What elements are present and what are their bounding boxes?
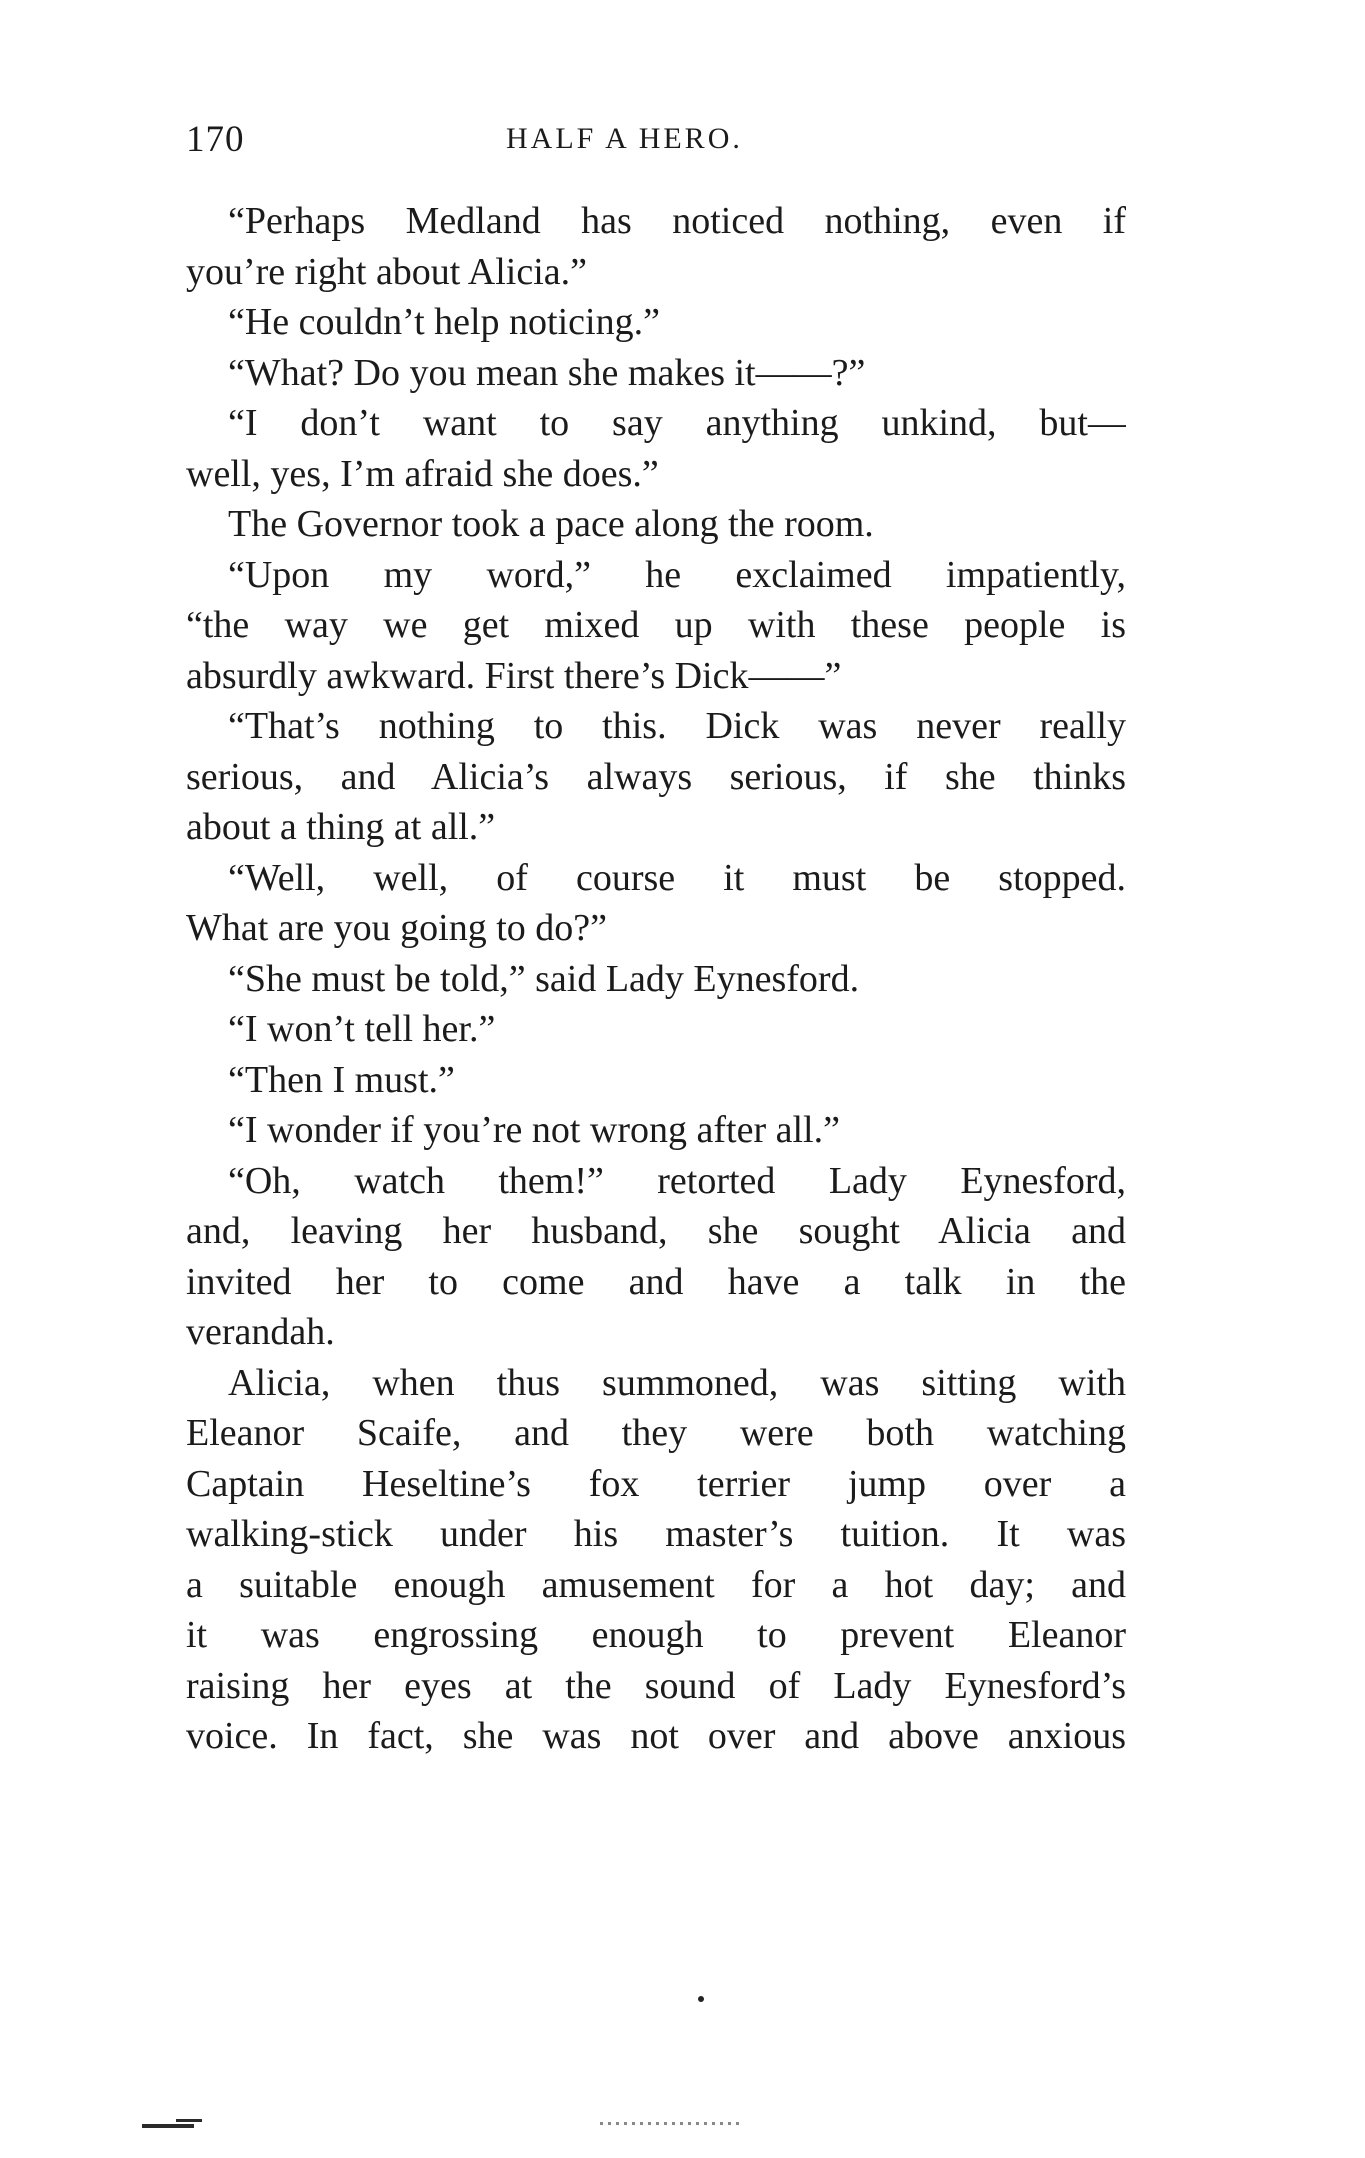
text-line: “He couldn’t help noticing.” xyxy=(228,301,660,343)
text-line: and, leaving her husband, she sought Alicia and xyxy=(186,1210,1126,1252)
text-line: “That’s nothing to this. Dick was never really xyxy=(228,705,1126,747)
text-line: The Governor took a pace along the room. xyxy=(228,503,874,545)
text-line: “I don’t want to say anything unkind, but— xyxy=(228,402,1126,444)
running-title: HALF A HERO. xyxy=(506,122,743,155)
text-line: “the way we get mixed up with these people is xyxy=(186,604,1126,646)
text-line: “Upon my word,” he exclaimed impatiently, xyxy=(228,553,1126,596)
text-line: What are you going to do?” xyxy=(186,907,608,949)
text-line: well, yes, I’m afraid she does.” xyxy=(186,452,659,495)
page-header xyxy=(186,118,1126,168)
text-line: invited her to come and have a talk in the xyxy=(186,1260,1126,1303)
text-line: voice. In fact, she was not over and above anxious xyxy=(186,1715,1126,1757)
page-number: 170 xyxy=(186,119,245,160)
text-line: a suitable enough amusement for a hot day; and xyxy=(186,1563,1126,1606)
text-line: “What? Do you mean she makes it——?” xyxy=(228,351,866,394)
text-line: about a thing at all.” xyxy=(186,806,496,848)
text-line: “I wonder if you’re not wrong after all.” xyxy=(228,1109,840,1151)
text-line: “She must be told,” said Lady Eynesford. xyxy=(228,957,860,1000)
body-text xyxy=(186,196,1126,1762)
ink-dot xyxy=(698,1996,704,2002)
text-line: Captain Heseltine’s fox terrier jump over a xyxy=(186,1462,1126,1505)
ink-smudge xyxy=(142,2124,194,2128)
text-line: it was engrossing enough to prevent Eleanor xyxy=(186,1614,1126,1656)
text-line: Eleanor Scaife, and they were both watching xyxy=(186,1412,1126,1454)
text-line: “Then I must.” xyxy=(228,1058,455,1101)
text-line: absurdly awkward. First there’s Dick——” xyxy=(186,654,842,697)
text-line: “I won’t tell her.” xyxy=(228,1008,496,1050)
text-line: “Perhaps Medland has noticed nothing, even if xyxy=(228,200,1126,242)
scan-noise xyxy=(600,2122,740,2125)
text-line: Alicia, when thus summoned, was sitting with xyxy=(228,1361,1126,1404)
text-line: walking-stick under his master’s tuition. It was xyxy=(186,1513,1126,1555)
text-line: raising her eyes at the sound of Lady Eynesford’s xyxy=(186,1664,1126,1707)
text-line: “Oh, watch them!” retorted Lady Eynesford, xyxy=(228,1159,1126,1202)
text-line: “Well, well, of course it must be stopped. xyxy=(228,856,1126,899)
text-line: you’re right about Alicia.” xyxy=(186,250,587,293)
ink-smudge xyxy=(176,2119,202,2122)
text-line: serious, and Alicia’s always serious, if she thinks xyxy=(186,755,1126,798)
text-line: verandah. xyxy=(186,1311,335,1353)
